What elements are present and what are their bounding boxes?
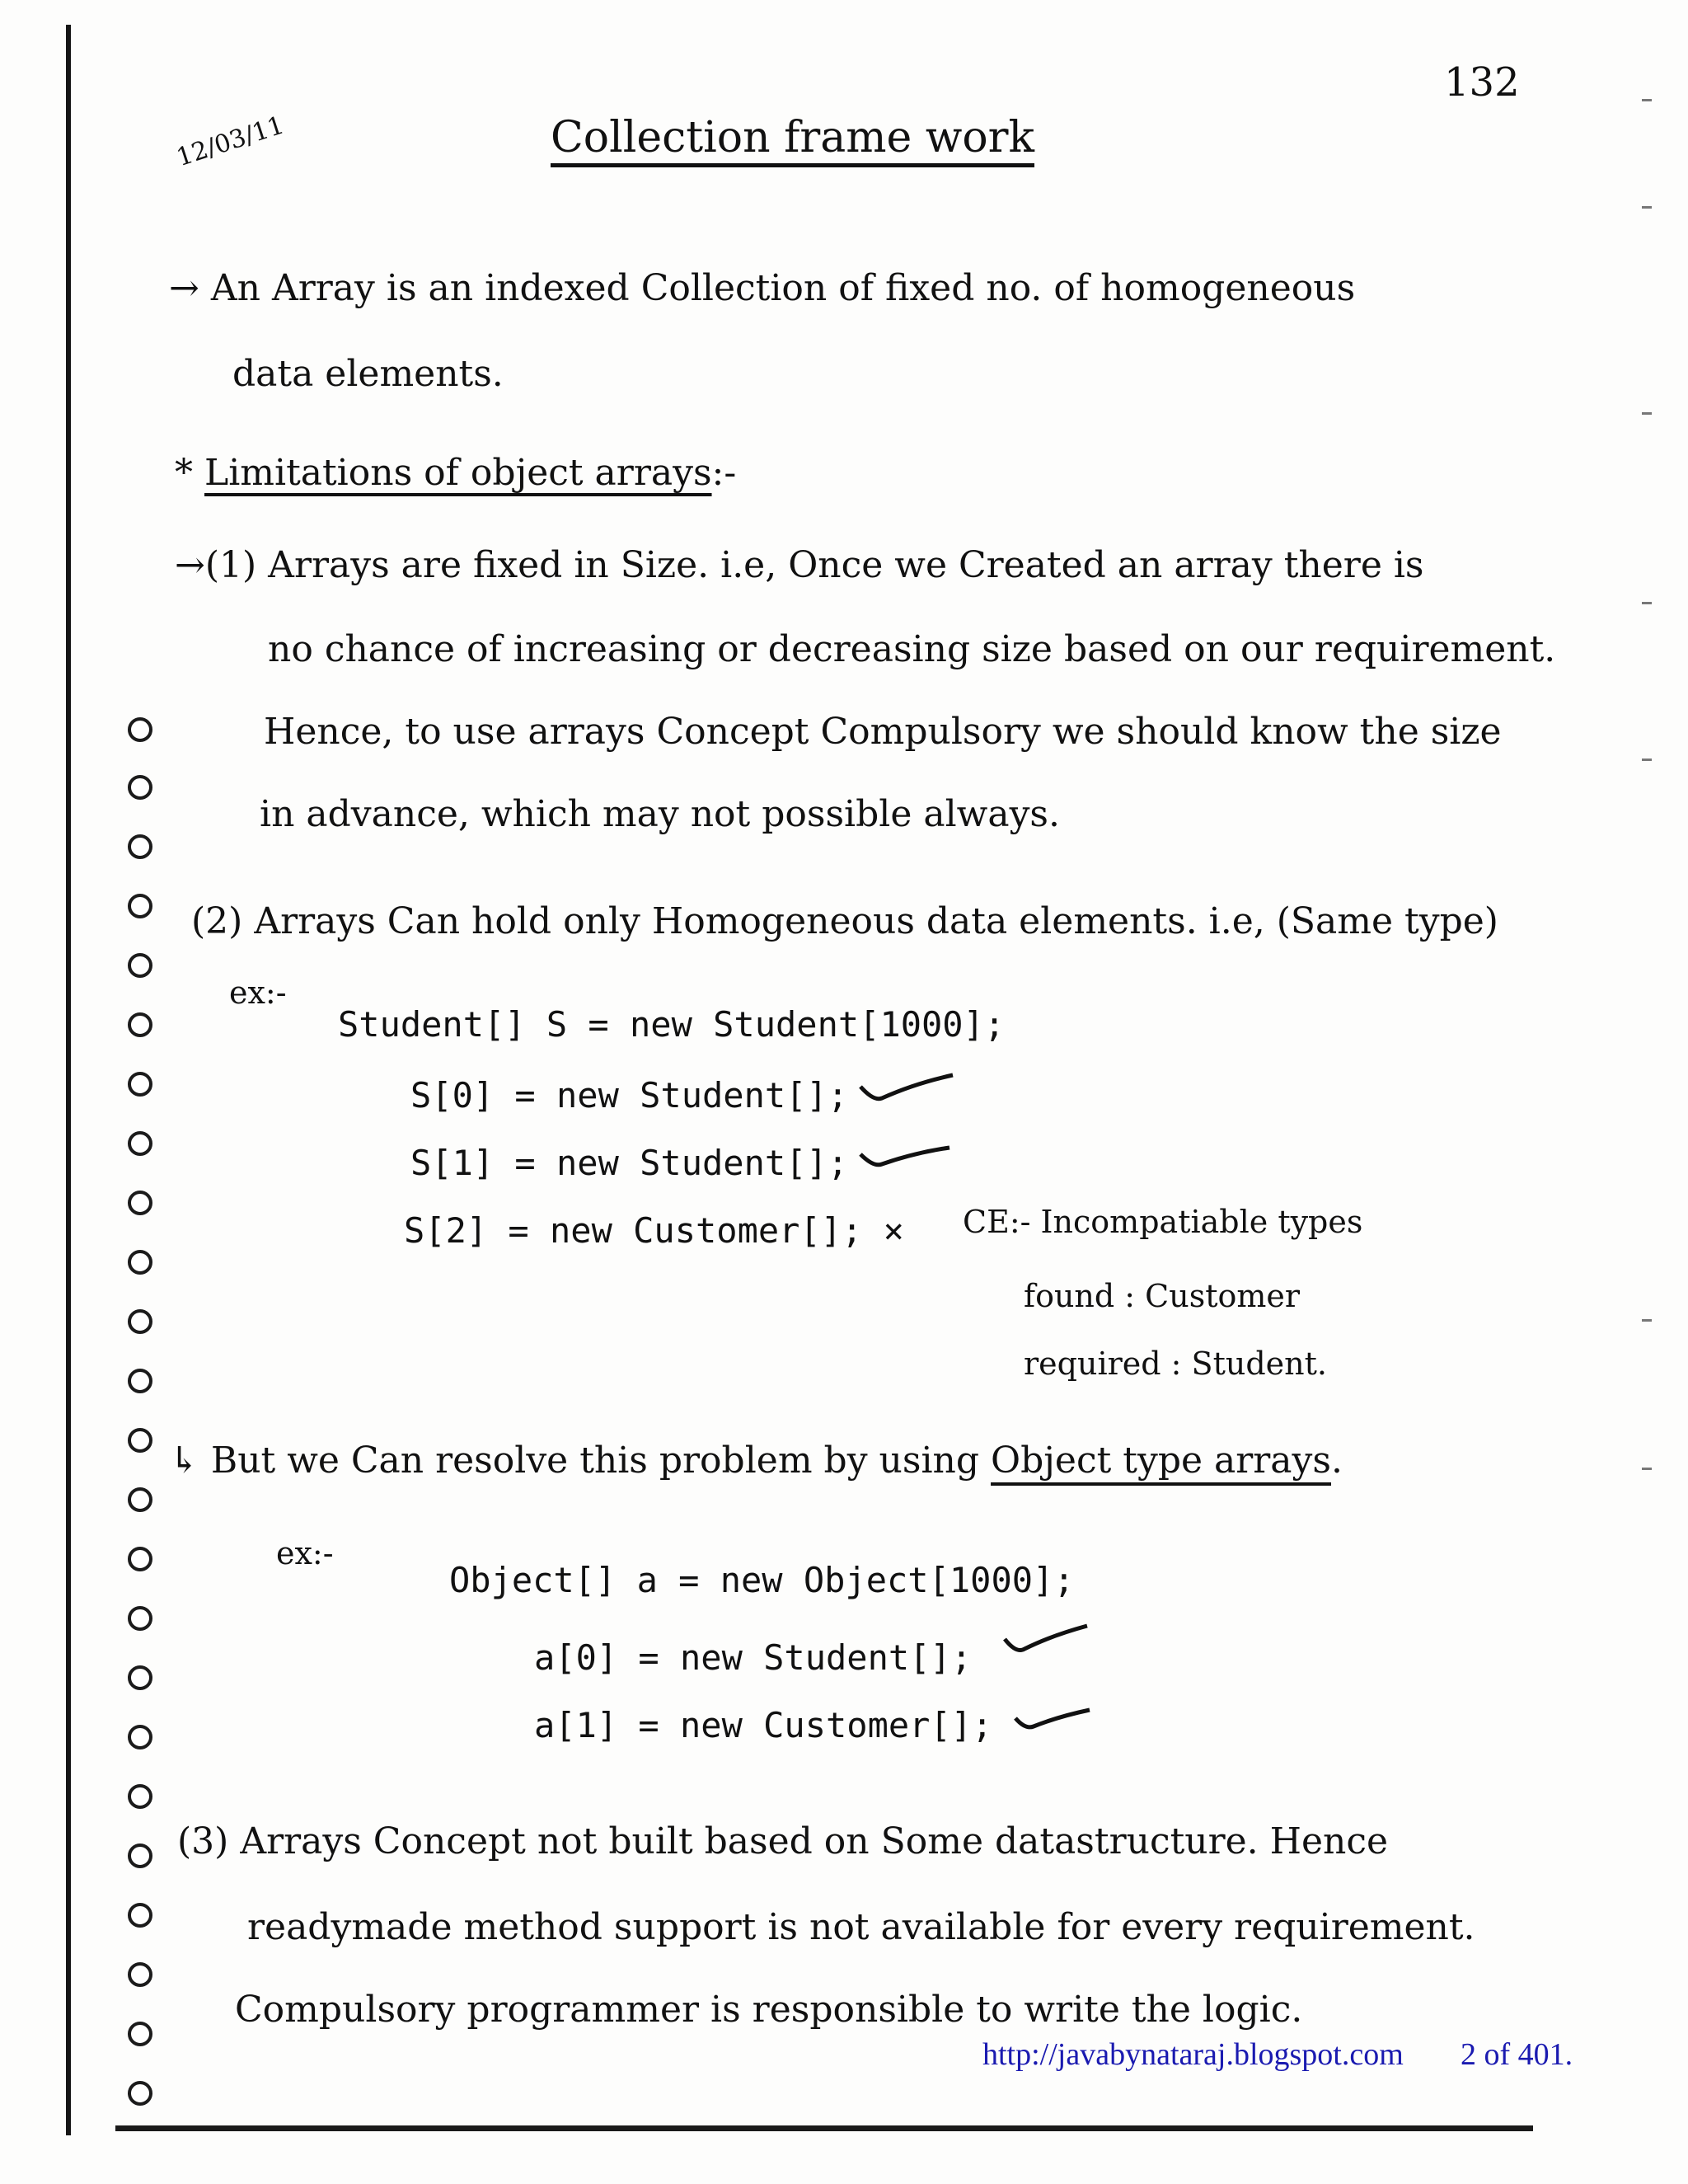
code-line: a[0] = new Student[]; [534,1637,973,1678]
punch-hole [128,894,152,918]
code-line: S[0] = new Student[]; [410,1075,849,1115]
punch-hole [128,1309,152,1334]
punch-hole [128,1784,152,1809]
page-title: Collection frame work [551,113,1035,162]
punch-hole [128,717,152,742]
scan-mark [1642,759,1652,761]
check-mark-icon [857,1134,956,1176]
resolve-underlined: Object type arrays [991,1440,1331,1482]
punch-hole [128,775,152,800]
punch-hole [128,1012,152,1037]
section-heading [175,452,736,496]
punch-hole [128,1843,152,1868]
limitation-1-line: in advance, which may not possible always. [260,793,1060,835]
punch-hole [128,2022,152,2046]
punch-hole [128,1072,152,1097]
punch-hole [128,1665,152,1690]
punch-hole [128,1369,152,1393]
punch-hole [128,1903,152,1928]
punch-hole [128,1606,152,1631]
check-mark-icon [857,1069,956,1110]
punch-hole [128,834,152,859]
heading-text: Limitations of object arrays [204,452,712,494]
code-line: Student[] S = new Student[1000]; [338,1004,1006,1045]
limitation-3-line: Compulsory programmer is responsible to write the logic. [235,1989,1303,2031]
scan-mark [1642,1319,1652,1322]
example-label: ex:- [276,1535,334,1571]
limitation-1-line: →(1) Arrays are fixed in Size. i.e, Once we Created an array there is [175,544,1424,586]
compile-error-line: required : Student. [1024,1346,1327,1382]
limitation-3-line: (3) Arrays Concept not built based on Some datastructure. Hence [177,1820,1389,1862]
compile-error-line: found : Customer [1024,1278,1301,1314]
punch-hole [128,2081,152,2106]
limitation-2-line: (2) Arrays Can hold only Homogeneous data elements. i.e, (Same type) [191,900,1498,942]
scan-mark [1642,1468,1652,1470]
intro-line: → An Array is an indexed Collection of fixed no. of homogeneous [169,267,1356,309]
code-line: S[2] = new Customer[]; × [404,1210,904,1251]
limitation-3-line: readymade method support is not available for every requirement. [247,1906,1475,1948]
limitation-1-line: Hence, to use arrays Concept Compulsory we should know the size [264,711,1502,753]
punch-hole [128,1547,152,1571]
punch-hole [128,1131,152,1156]
limitation-1-line: no chance of increasing or decreasing size based on our requirement. [268,628,1556,670]
punch-hole [128,1725,152,1750]
punch-hole [128,1191,152,1215]
footer-url: http://javabynataraj.blogspot.com [982,2037,1404,2072]
page-number: 132 [1444,59,1520,106]
code-line: Object[] a = new Object[1000]; [449,1560,1075,1600]
scan-mark [1642,99,1652,101]
heading-suffix: :- [711,452,737,494]
resolve-line [169,1440,1343,1483]
resolve-prefix: ↳ But we Can resolve this problem by using [169,1440,980,1482]
scan-mark [1642,412,1652,415]
compile-error-line: CE:- Incompatiable types [963,1204,1363,1240]
punch-hole [128,1428,152,1453]
intro-line: data elements. [232,353,504,395]
check-mark-icon [1012,1703,1095,1736]
code-line: a[1] = new Customer[]; [534,1705,993,1745]
punch-hole [128,1487,152,1512]
margin-line [66,25,71,2135]
code-line: S[1] = new Student[]; [410,1143,849,1183]
punch-hole [128,1962,152,1987]
footer-page-count: 2 of 401. [1461,2037,1573,2072]
check-mark-icon [1001,1621,1092,1662]
example-label: ex:- [229,975,287,1011]
punch-hole [128,953,152,978]
scan-mark [1642,206,1652,209]
resolve-suffix: . [1330,1440,1343,1482]
punch-hole [128,1250,152,1275]
date: 12/03/11 [173,110,288,173]
heading-bullet: * [175,452,193,494]
scan-mark [1642,602,1652,604]
bottom-rule [115,2125,1533,2131]
